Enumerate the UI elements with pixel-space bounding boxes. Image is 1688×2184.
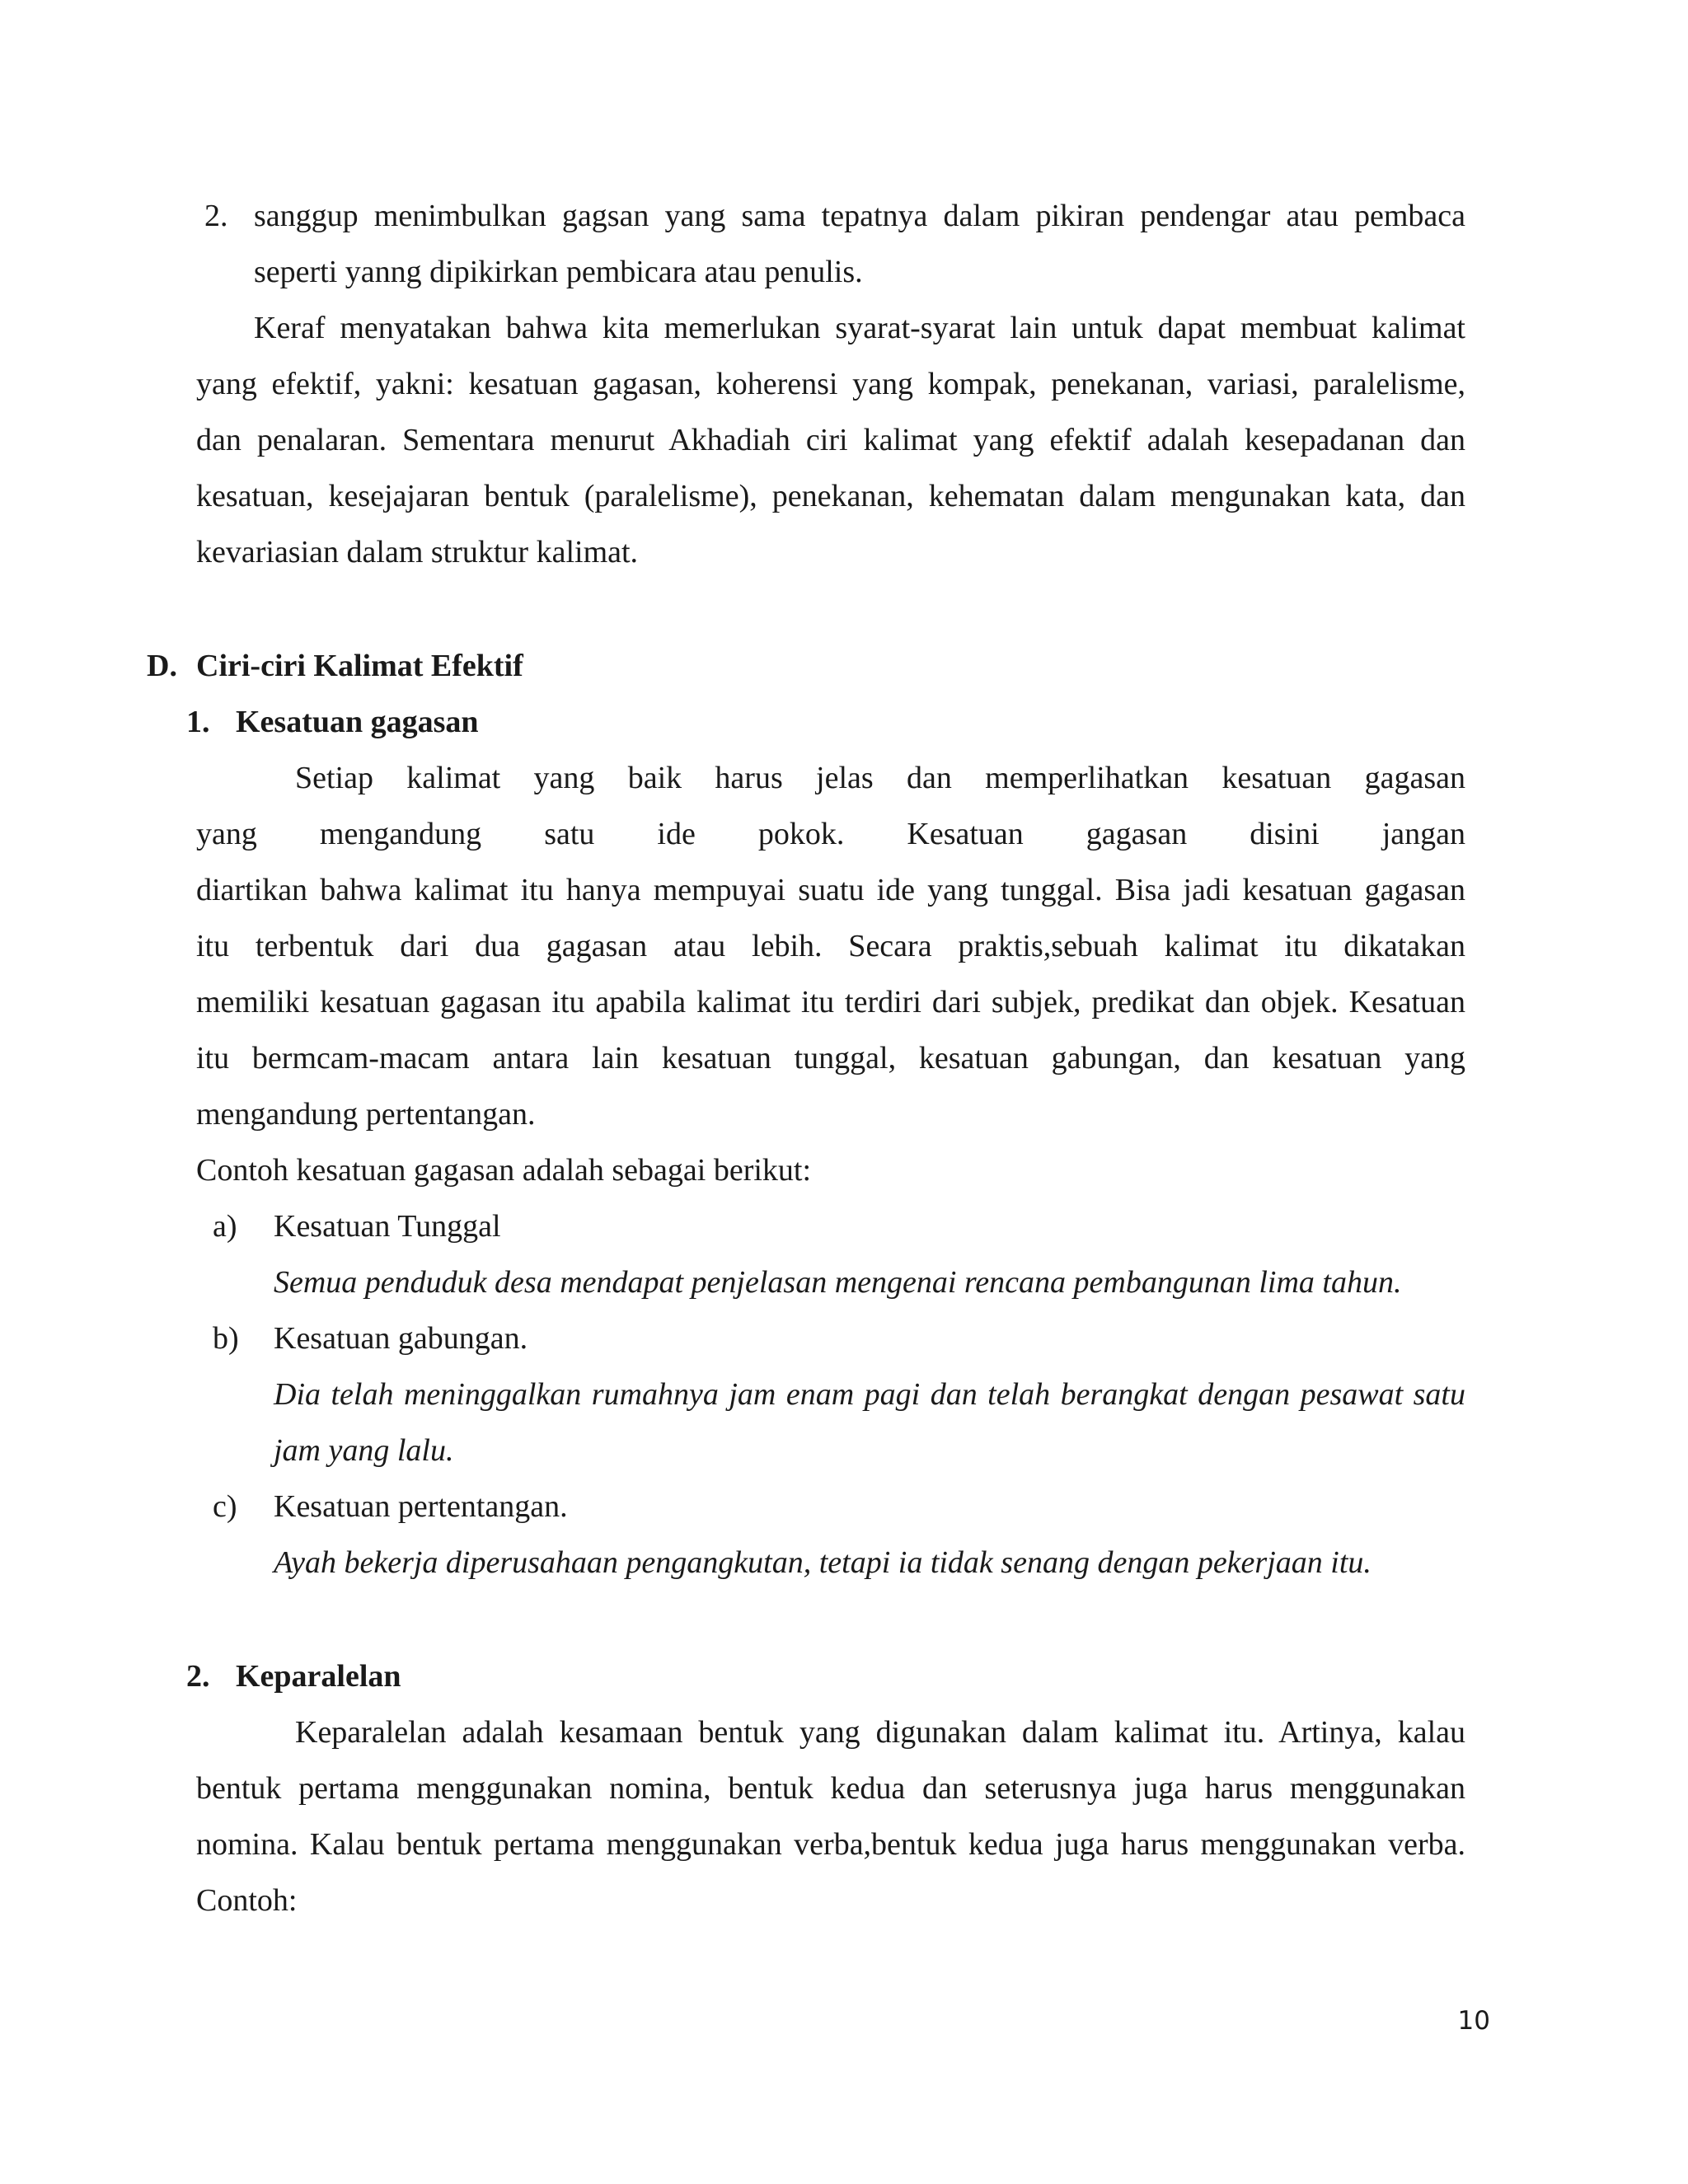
paragraph-line: dan penalaran. Sementara menurut Akhadiah ciri kalimat yang efektif adalah kesepadanan dan — [196, 423, 1465, 457]
example-sentence: Dia telah meninggalkan rumahnya jam enam pagi dan telah berangkat dengan pesawat satu — [274, 1377, 1465, 1412]
paragraph-line: Contoh: — [196, 1883, 298, 1918]
subsection-number: 2. — [186, 1659, 210, 1694]
subsection-heading: Keparalelan — [236, 1659, 401, 1694]
paragraph-line: nomina. Kalau bentuk pertama menggunakan verba,bentuk kedua juga harus menggunakan verba. — [196, 1827, 1465, 1862]
example-sentence: Ayah bekerja diperusahaan pengangkutan, tetapi ia tidak senang dengan pekerjaan itu. — [274, 1545, 1372, 1580]
paragraph-line: Keraf menyatakan bahwa kita memerlukan syarat-syarat lain untuk dapat membuat kalimat — [254, 311, 1465, 345]
paragraph-line: yang mengandung satu ide pokok. Kesatuan gagasan disini jangan — [196, 817, 1465, 851]
example-intro: Contoh kesatuan gagasan adalah sebagai berikut: — [196, 1153, 812, 1188]
paragraph-line: memiliki kesatuan gagasan itu apabila kalimat itu terdiri dari subjek, predikat dan objek. Kesatuan — [196, 985, 1465, 1019]
paragraph-line: Keparalelan adalah kesamaan bentuk yang digunakan dalam kalimat itu. Artinya, kalau — [295, 1715, 1465, 1750]
list-number: 2. — [204, 199, 228, 233]
example-title: Kesatuan gabungan. — [274, 1321, 528, 1356]
paragraph-line: itu terbentuk dari dua gagasan atau lebih. Secara praktis,sebuah kalimat itu dikatakan — [196, 929, 1465, 963]
paragraph-line: kesatuan, kesejajaran bentuk (paralelisme), penekanan, kehematan dalam mengunakan kata, dan — [196, 479, 1465, 513]
paragraph-line: kevariasian dalam struktur kalimat. — [196, 535, 639, 569]
subsection-number: 1. — [186, 705, 210, 739]
example-title: Kesatuan pertentangan. — [274, 1489, 568, 1524]
paragraph-line: yang efektif, yakni: kesatuan gagasan, koherensi yang kompak, penekanan, variasi, paralelisme, — [196, 367, 1465, 401]
section-heading: Ciri-ciri Kalimat Efektif — [196, 649, 523, 683]
example-label: b) — [213, 1321, 239, 1356]
paragraph-line: mengandung pertentangan. — [196, 1097, 536, 1132]
list-item-line: sanggup menimbulkan gagsan yang sama tepatnya dalam pikiran pendengar atau pembaca — [254, 199, 1465, 233]
paragraph-line: itu bermcam-macam antara lain kesatuan tunggal, kesatuan gabungan, dan kesatuan yang — [196, 1041, 1465, 1076]
paragraph-line: diartikan bahwa kalimat itu hanya mempuyai suatu ide yang tunggal. Bisa jadi kesatuan gagasan — [196, 873, 1465, 907]
section-label: D. — [147, 649, 177, 683]
example-title: Kesatuan Tunggal — [274, 1209, 501, 1244]
subsection-heading: Kesatuan gagasan — [236, 705, 479, 739]
paragraph-line: bentuk pertama menggunakan nomina, bentuk kedua dan seterusnya juga harus menggunakan — [196, 1771, 1465, 1806]
paragraph-line: Setiap kalimat yang baik harus jelas dan memperlihatkan kesatuan gagasan — [295, 761, 1465, 795]
example-label: a) — [213, 1209, 237, 1244]
example-label: c) — [213, 1489, 237, 1524]
page-number: 10 — [1457, 2006, 1490, 2036]
example-sentence: jam yang lalu. — [274, 1433, 454, 1468]
example-sentence: Semua penduduk desa mendapat penjelasan mengenai rencana pembangunan lima tahun. — [274, 1265, 1402, 1300]
list-item-line: seperti yanng dipikirkan pembicara atau penulis. — [254, 255, 863, 289]
